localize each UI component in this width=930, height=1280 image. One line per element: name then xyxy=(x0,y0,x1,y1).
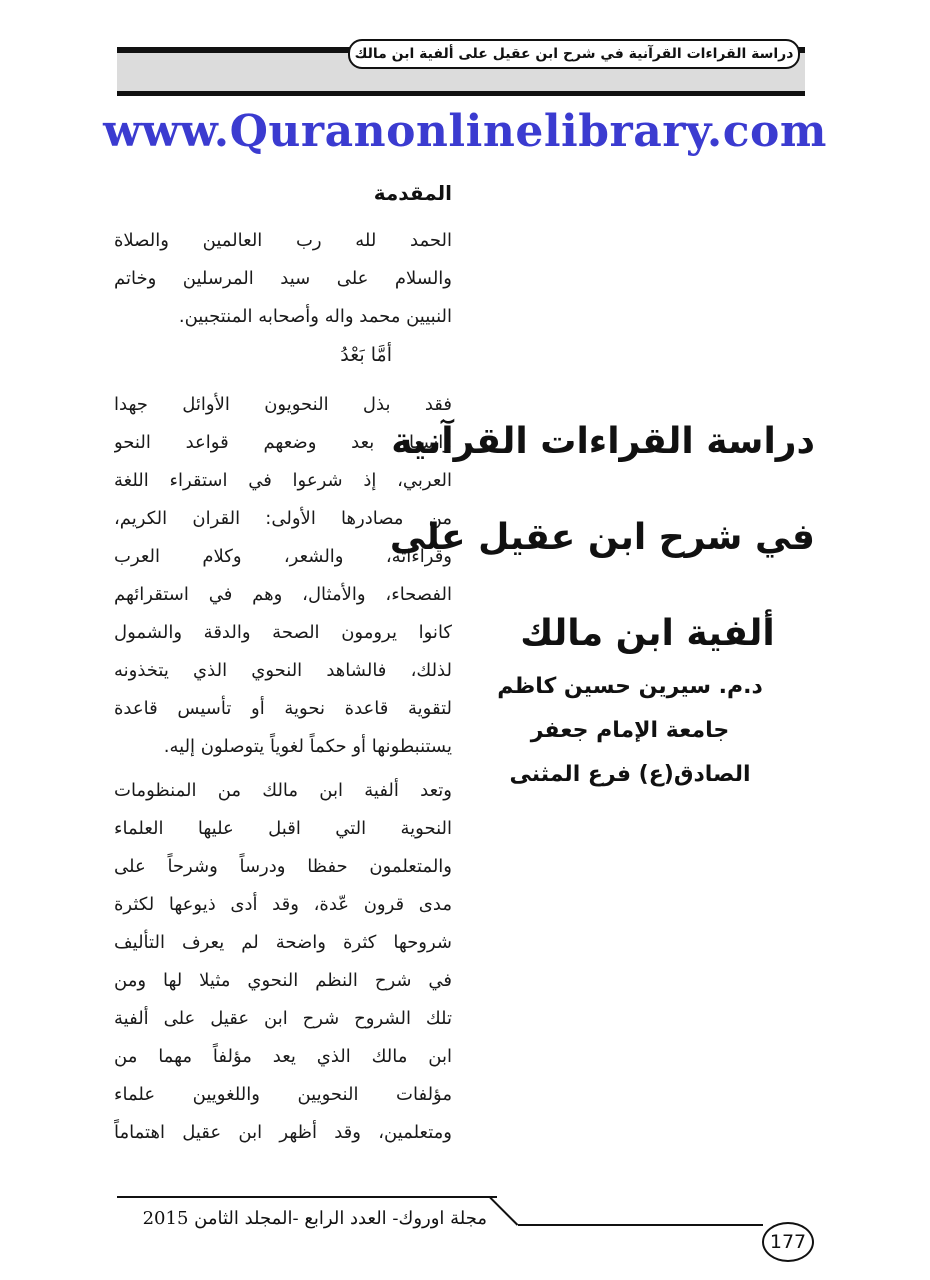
text-line: والسلام على سيد المرسلين وخاتم xyxy=(114,268,452,289)
header-rule-bottom xyxy=(117,91,805,96)
text-line: مؤلفات النحويين واللغويين علماء xyxy=(114,1084,452,1105)
text-line: فقد بذل النحويون الأوائل جهدا xyxy=(114,394,452,415)
footer-rule-lower xyxy=(518,1224,763,1226)
text-line: كانوا يرومون الصحة والدقة والشمول xyxy=(114,622,452,643)
text-line: والمتعلمون حفظا ودرساً وشرحاً على xyxy=(114,856,452,877)
text-line: واسعا بعد وضعهم قواعد النحو xyxy=(114,432,452,453)
article-title xyxy=(389,418,815,706)
text-line: النحوية التي اقبل عليها العلماء xyxy=(114,818,452,839)
title-line: في شرح ابن عقيل على xyxy=(389,517,815,558)
text-line: الفصحاء، والأمثال، وهم في استقرائهم xyxy=(114,584,452,605)
text-line: مدى قرون عّدة، وقد أدى ذيوعها لكثرة xyxy=(114,894,452,915)
watermark-url[interactable]: www.Quranonlinelibrary.com xyxy=(103,106,827,157)
text-line: النبيين محمد واله وأصحابه المنتجبين. xyxy=(178,306,452,327)
text-line: ومتعلمين، وقد أظهر ابن عقيل اهتماماً xyxy=(114,1122,452,1143)
paragraph-3 xyxy=(114,772,452,1152)
running-title: دراسة القراءات القرآنية في شرح ابن عقيل على ألفية ابن مالك xyxy=(348,39,800,69)
text-line: ابن مالك الذي يعد مؤلفاً مهما من xyxy=(114,1046,452,1067)
text-line: لذلك، فالشاهد النحوي الذي يتخذونه xyxy=(114,660,452,681)
text-line: لتقوية قاعدة نحوية أو تأسيس قاعدة xyxy=(114,698,452,719)
text-line: في شرح النظم النحوي مثيلا لها ومن xyxy=(114,970,452,991)
title-line: ألفية ابن مالك xyxy=(520,613,775,654)
author-name: د.م. سيرين حسين كاظم xyxy=(497,674,763,699)
section-heading: المقدمة xyxy=(373,181,452,205)
author-affiliation: الصادق(ع) فرع المثنى xyxy=(509,762,751,787)
text-line: شروحها كثرة واضحة لم يعرف التأليف xyxy=(114,932,452,953)
text-line: وتعد ألفية ابن مالك من المنظومات xyxy=(114,780,452,801)
footer-rule-diagonal xyxy=(489,1196,519,1226)
journal-citation: مجلة اوروك- العدد الرابع -المجلد الثامن 2015 xyxy=(142,1208,487,1229)
page-number: 177 xyxy=(762,1222,814,1262)
text-line: وقراءاته، والشعر، وكلام العرب xyxy=(114,546,452,567)
text-line: تلك الشروح شرح ابن عقيل على ألفية xyxy=(114,1008,452,1029)
amma-baad: أمَّا بَعْدُ xyxy=(340,344,392,366)
body-text-column xyxy=(114,222,452,1152)
text-line: العربي، إذ شرعوا في استقراء اللغة xyxy=(114,470,452,491)
author-affiliation: جامعة الإمام جعفر xyxy=(530,718,730,743)
author-info xyxy=(480,670,780,802)
text-line: من مصادرها الأولى: القران الكريم، xyxy=(114,508,452,529)
text-line: الحمد لله رب العالمين والصلاة xyxy=(114,230,452,251)
title-line: دراسة القراءات القرآنية xyxy=(391,421,815,462)
paragraph-intro xyxy=(114,222,452,336)
text-line: يستنبطونها أو حكماً لغوياً يتوصلون إليه. xyxy=(163,736,452,757)
footer-rule xyxy=(117,1196,497,1198)
